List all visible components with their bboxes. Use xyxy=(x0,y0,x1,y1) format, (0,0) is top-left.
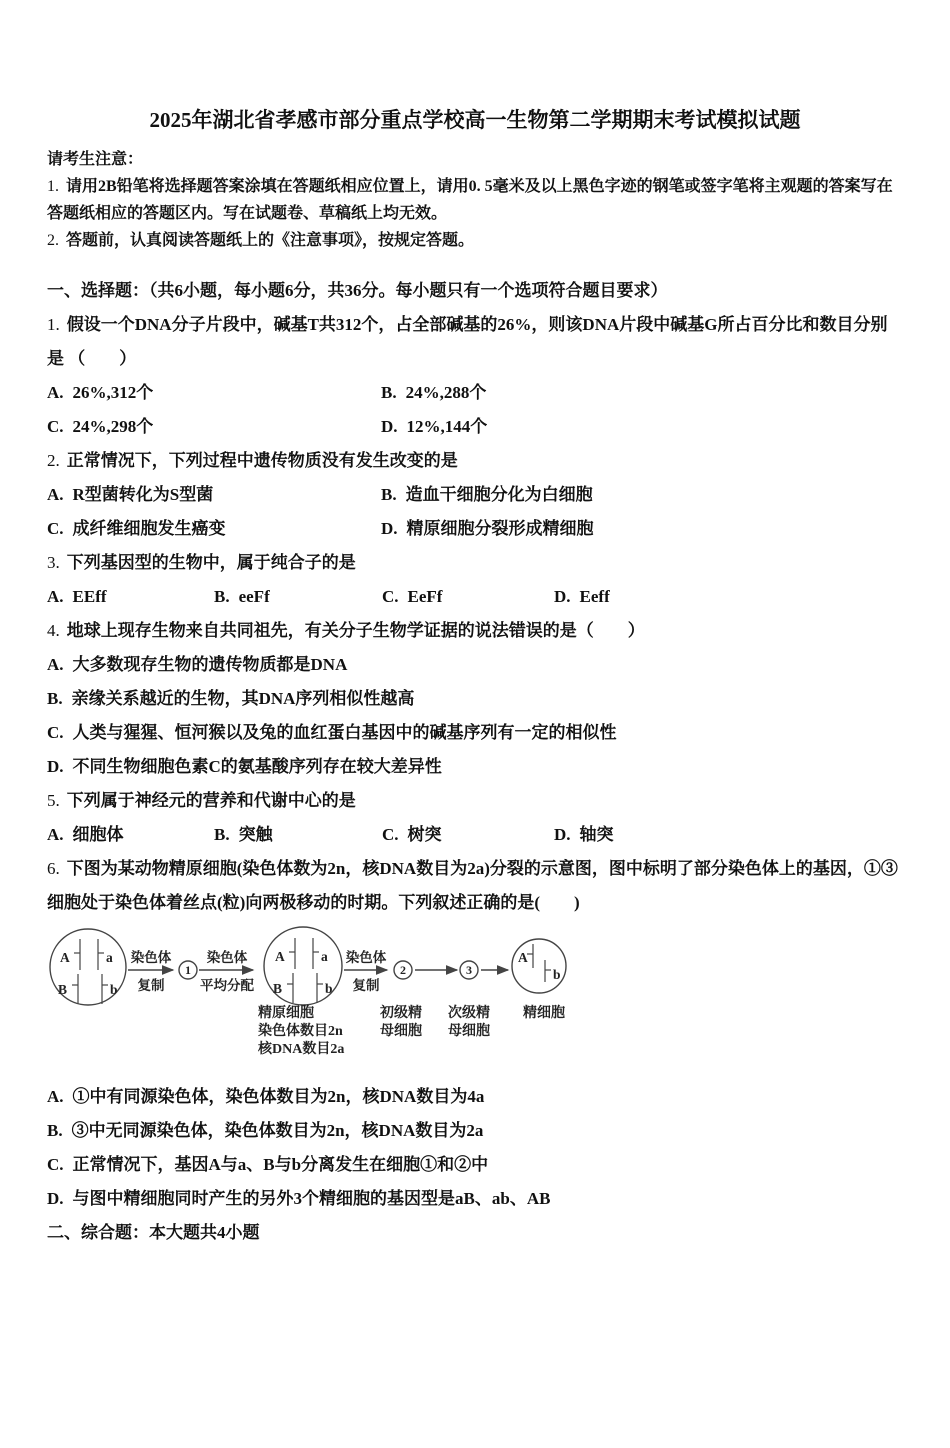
option-b xyxy=(381,376,486,410)
question-stem-text: 正常情况下，下列过程中遗传物质没有发生改变的是 xyxy=(66,451,458,470)
notice-item-1 xyxy=(47,173,903,227)
option-a xyxy=(47,818,214,852)
option-text: 树突 xyxy=(407,825,442,844)
option-text: 精原细胞分裂形成精细胞 xyxy=(406,519,594,538)
question-5 xyxy=(47,784,903,852)
sperm-caption: 精细胞 xyxy=(523,1006,565,1021)
option-a xyxy=(47,478,381,512)
option-c xyxy=(382,818,554,852)
option-d xyxy=(47,1182,903,1216)
options-row xyxy=(47,376,903,410)
arrow-label: 染色体 xyxy=(206,950,248,965)
question-stem-text: 地球上现存生物来自共同祖先，有关分子生物学证据的说法错误的是（ ） xyxy=(66,621,645,640)
exam-page xyxy=(0,104,950,1250)
option-d xyxy=(47,750,903,784)
option-letter: B. xyxy=(214,825,230,844)
page-title: 2025年湖北省孝感市部分重点学校高一生物第二学期期末考试模拟试题 xyxy=(149,108,801,132)
option-text: 与图中精细胞同时产生的另外3个精细胞的基因型是aB、ab、AB xyxy=(72,1189,551,1208)
option-text: 不同生物细胞色素C的氨基酸序列存在较大差异性 xyxy=(72,757,442,776)
option-c xyxy=(382,580,554,614)
option-c xyxy=(47,716,903,750)
option-text: 造血干细胞分化为白细胞 xyxy=(405,485,593,504)
option-text: 12%,144个 xyxy=(406,417,488,436)
option-letter: B. xyxy=(47,689,63,708)
question-stem xyxy=(47,852,903,920)
gene-label-a: a xyxy=(321,949,328,964)
option-text: 亲缘关系越近的生物，其DNA序列相似性越高 xyxy=(71,689,415,708)
option-letter: A. xyxy=(47,485,64,504)
option-letter: C. xyxy=(47,417,64,436)
cell-initial xyxy=(50,929,126,1005)
option-text: Eeff xyxy=(579,587,610,606)
option-letter: A. xyxy=(47,383,64,402)
option-letter: A. xyxy=(47,655,64,674)
options-row xyxy=(47,512,903,546)
question-number: 3. xyxy=(47,553,60,572)
question-stem xyxy=(47,546,903,580)
gene-label-a: a xyxy=(106,950,113,965)
gene-label-b: b xyxy=(110,982,118,997)
diagram-captions xyxy=(257,1004,565,1057)
notice-item-text: 答题前，认真阅读答题纸上的《注意事项》，按规定答题。 xyxy=(66,232,475,249)
option-text: 细胞体 xyxy=(72,825,124,844)
gene-label-b: b xyxy=(325,981,333,996)
option-letter: C. xyxy=(47,723,64,742)
notice-heading: 请考生注意： xyxy=(47,151,144,168)
option-text: 正常情况下，基因A与a、B与b分离发生在细胞①和②中 xyxy=(72,1155,489,1174)
gene-label-A: A xyxy=(518,950,528,965)
question-3 xyxy=(47,546,903,614)
primary-spermatocyte-caption-line2: 母细胞 xyxy=(380,1024,422,1039)
option-a xyxy=(47,1080,903,1114)
option-letter: D. xyxy=(554,825,571,844)
cell-spermatogonium xyxy=(264,927,342,1005)
option-letter: C. xyxy=(47,519,64,538)
option-text: 突触 xyxy=(238,825,273,844)
option-letter: B. xyxy=(214,587,230,606)
options-row xyxy=(47,410,903,444)
section-2-heading: 二、综合题：本大题共4小题 xyxy=(47,1223,260,1242)
arrow-label: 复制 xyxy=(137,978,165,993)
gene-label-B: B xyxy=(58,982,68,997)
option-letter: D. xyxy=(47,1189,64,1208)
replication-arrow-1 xyxy=(128,949,173,993)
spermatogonium-caption-line1: 精原细胞 xyxy=(258,1006,314,1021)
step-number: 3 xyxy=(466,963,472,977)
option-text: 26%,312个 xyxy=(72,383,154,402)
options-row xyxy=(47,818,903,852)
option-text: ③中无同源染色体，染色体数目为2n，核DNA数目为2a xyxy=(71,1121,484,1140)
step-2-badge xyxy=(394,961,412,979)
option-b xyxy=(47,1114,903,1148)
step-number: 2 xyxy=(400,963,406,977)
arrow-label: 平均分配 xyxy=(200,978,254,993)
option-a xyxy=(47,376,381,410)
question-stem-text: 下列基因型的生物中，属于纯合子的是 xyxy=(66,553,356,572)
spermatogonium-caption-line3: 核DNA数目2a xyxy=(258,1042,345,1057)
option-a xyxy=(47,648,903,682)
question-stem-text: 假设一个DNA分子片段中，碱基T共312个，占全部碱基的26%，则该DNA片段中碱基G所占百分比和数目分别是 （ ） xyxy=(47,315,888,368)
option-a xyxy=(47,580,214,614)
step-1-badge xyxy=(179,961,197,979)
spermatogonium-caption-line2: 染色体数目2n xyxy=(258,1024,343,1039)
secondary-spermatocyte-caption-line2: 母细胞 xyxy=(448,1024,490,1039)
primary-spermatocyte-caption-line1: 初级精 xyxy=(380,1006,422,1021)
option-text: 成纤维细胞发生癌变 xyxy=(72,519,226,538)
gene-label-A: A xyxy=(60,950,70,965)
question-number: 2. xyxy=(47,451,60,470)
option-b xyxy=(47,682,903,716)
question-2 xyxy=(47,444,903,546)
option-d xyxy=(554,580,610,614)
option-text: 人类与猩猩、恒河猴以及兔的血红蛋白基因中的碱基序列有一定的相似性 xyxy=(72,723,617,742)
secondary-spermatocyte-caption-line1: 次级精 xyxy=(448,1006,490,1021)
question-number: 5. xyxy=(47,791,60,810)
notice-item-text: 请用2B铅笔将选择题答案涂填在答题纸相应位置上，请用0. 5毫米及以上黑色字迹的钢笔或签字笔将主观题的答案写在答题纸相应的答题区内。写在试题卷、草稿纸上均无效。 xyxy=(47,178,893,222)
question-stem-text: 下列属于神经元的营养和代谢中心的是 xyxy=(66,791,356,810)
options-row xyxy=(47,580,903,614)
options-row xyxy=(47,478,903,512)
option-letter: C. xyxy=(382,825,399,844)
exam-body xyxy=(47,274,903,1250)
arrow-label: 染色体 xyxy=(130,950,172,965)
option-letter: D. xyxy=(47,757,64,776)
option-b xyxy=(214,580,382,614)
option-text: EeFf xyxy=(407,587,443,606)
option-text: 24%,288个 xyxy=(405,383,487,402)
question-1 xyxy=(47,308,903,444)
option-c xyxy=(47,1148,903,1182)
question-6 xyxy=(47,852,903,1216)
arrow-label: 染色体 xyxy=(345,950,387,965)
notice-item-2 xyxy=(47,227,903,254)
option-text: ①中有同源染色体，染色体数目为2n，核DNA数目为4a xyxy=(72,1087,485,1106)
option-text: R型菌转化为S型菌 xyxy=(72,485,214,504)
section-1-heading: 一、选择题：（共6小题，每小题6分，共36分。每小题只有一个选项符合题目要求） xyxy=(47,281,668,300)
notice-item-number: 1. xyxy=(47,178,59,195)
option-text: 24%,298个 xyxy=(72,417,154,436)
arrow-label: 复制 xyxy=(352,978,380,993)
question-stem xyxy=(47,444,903,478)
option-letter: D. xyxy=(381,417,398,436)
question-stem xyxy=(47,614,903,648)
option-b xyxy=(214,818,382,852)
question-number: 6. xyxy=(47,859,60,878)
notice-item-number: 2. xyxy=(47,232,59,249)
option-letter: A. xyxy=(47,587,64,606)
step-number: 1 xyxy=(185,963,191,977)
cell-sperm xyxy=(512,939,566,993)
notice-block xyxy=(47,146,903,254)
option-text: eeFf xyxy=(238,587,270,606)
gene-label-A: A xyxy=(275,949,285,964)
question-number: 1. xyxy=(47,315,60,334)
gene-label-B: B xyxy=(273,981,283,996)
option-letter: D. xyxy=(554,587,571,606)
replication-arrow-2 xyxy=(344,949,387,993)
question-stem xyxy=(47,308,903,376)
option-text: 大多数现存生物的遗传物质都是DNA xyxy=(72,655,348,674)
option-letter: C. xyxy=(47,1155,64,1174)
option-letter: B. xyxy=(381,383,397,402)
step-3-badge xyxy=(460,961,478,979)
gene-label-b: b xyxy=(553,967,561,982)
option-c xyxy=(47,410,381,444)
option-b xyxy=(381,478,593,512)
option-c xyxy=(47,512,381,546)
option-d xyxy=(381,410,487,444)
option-letter: B. xyxy=(381,485,397,504)
distribution-arrow xyxy=(199,949,254,993)
option-text: EEff xyxy=(72,587,107,606)
option-d xyxy=(381,512,594,546)
question-number: 4. xyxy=(47,621,60,640)
question-stem xyxy=(47,784,903,818)
option-letter: D. xyxy=(381,519,398,538)
option-text: 轴突 xyxy=(579,825,614,844)
meiosis-diagram xyxy=(47,924,903,1066)
option-letter: B. xyxy=(47,1121,63,1140)
option-d xyxy=(554,818,614,852)
question-4 xyxy=(47,614,903,784)
option-letter: C. xyxy=(382,587,399,606)
option-letter: A. xyxy=(47,825,64,844)
option-letter: A. xyxy=(47,1087,64,1106)
question-stem-text: 下图为某动物精原细胞(染色体数为2n，核DNA数目为2a)分裂的示意图，图中标明了部分染色体上的基因，①③细胞处于染色体着丝点(粒)向两极移动的时期。下列叙述正确的是( ) xyxy=(47,859,898,912)
